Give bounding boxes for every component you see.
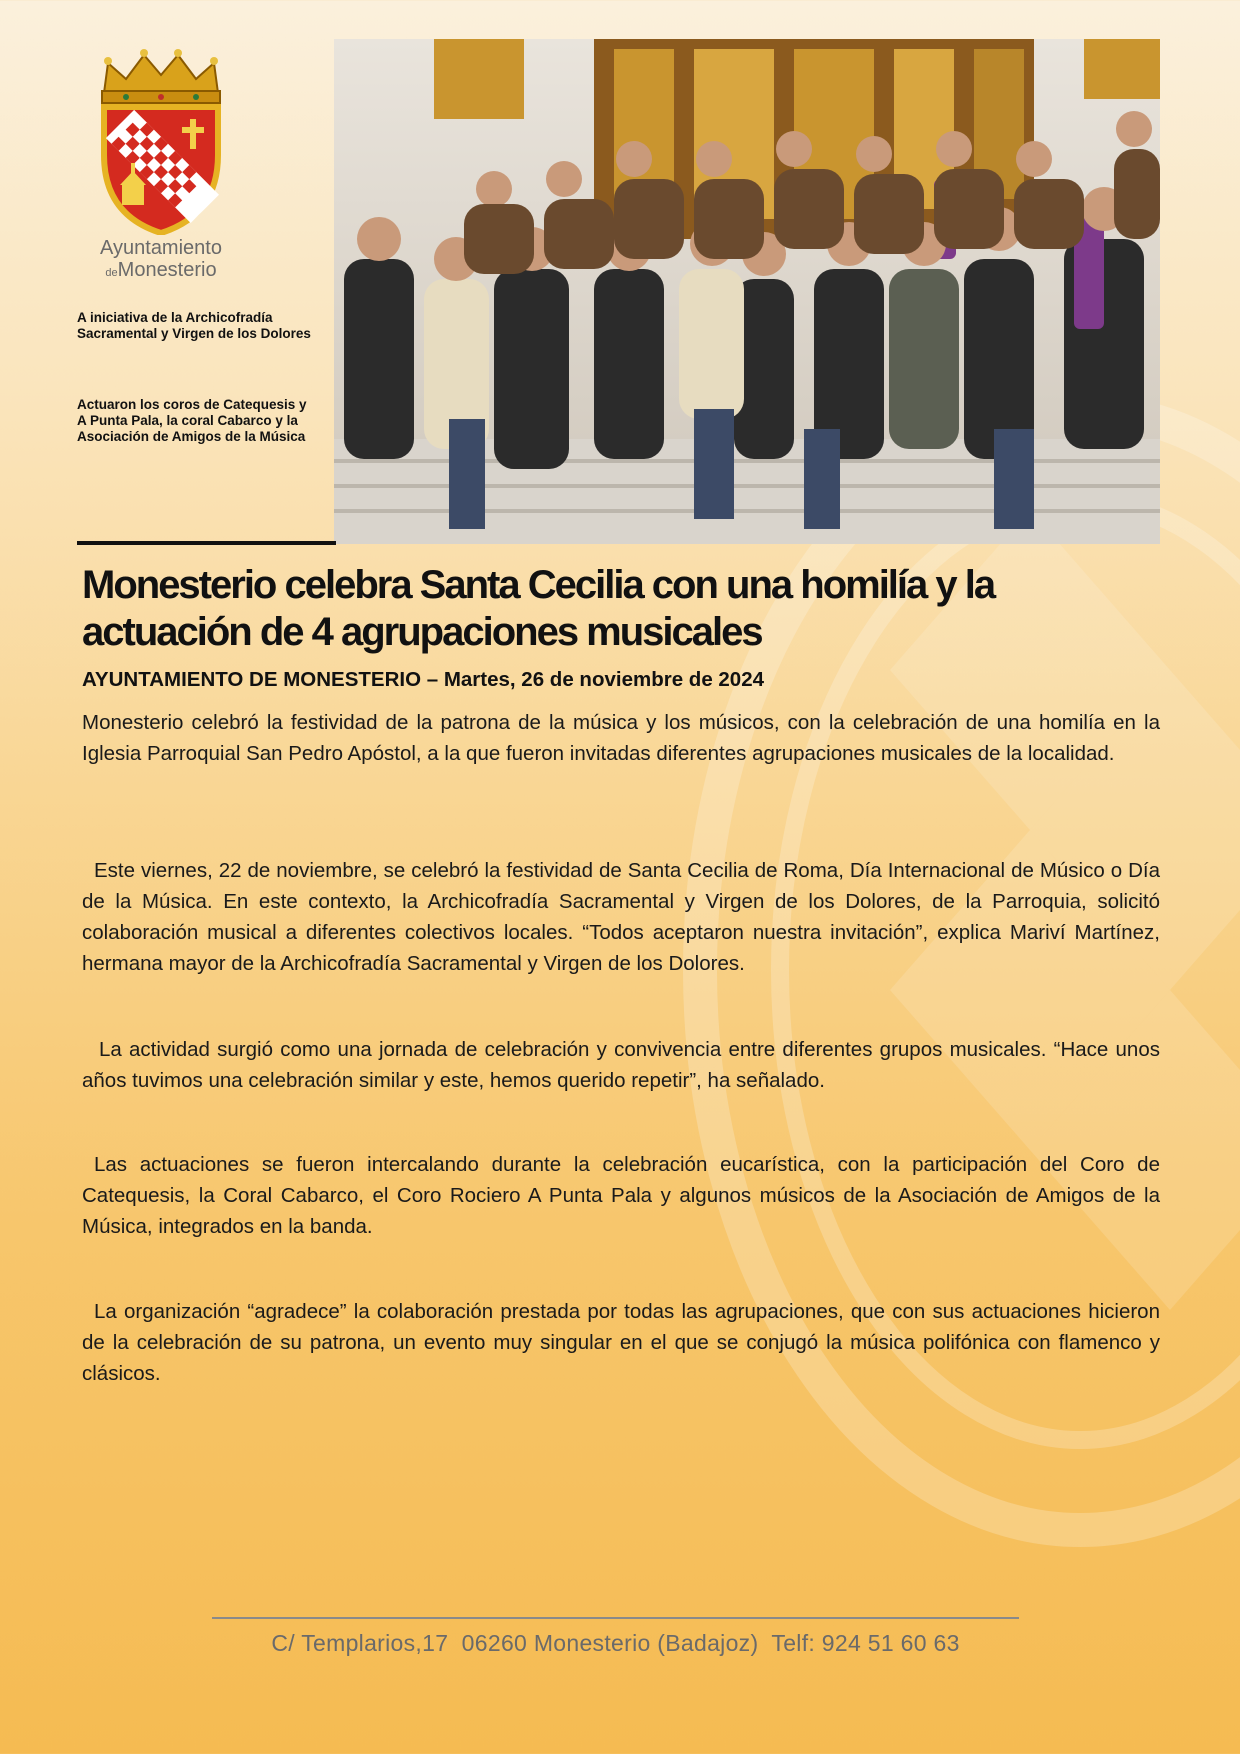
- article-paragraph-5: La organización “agradece” la colaboración prestada por todas las agrupaciones, que con sus actuaciones hicieron de la celebración de su patrona, un evento muy singular en el que se conjugó la música polifónica con flamenco y clásicos.: [82, 1300, 1160, 1385]
- group-photo: [334, 39, 1160, 544]
- article-paragraph-4: Las actuaciones se fueron intercalando durante la celebración eucarística, con la participación del Coro de Catequesis, la Coral Cabarco, el Coro Rociero A Punta Pala y algunos músicos de la Asociación de Amigos de la Música, integrados en la banda.: [82, 1153, 1160, 1238]
- article-paragraph-1: Monesterio celebró la festividad de la patrona de la música y los músicos, con la celebración de una homilía en la Iglesia Parroquial San Pedro Apóstol, a la que fueron invitadas diferentes agrupaciones musicales de la localidad.: [82, 711, 1160, 765]
- article-headline: Monesterio celebra Santa Cecilia con una homilía y la actuación de 4 agrupaciones musicales: [82, 563, 995, 654]
- sidebar-note-performers: Actuaron los coros de Catequesis y A Punta Pala, la coral Cabarco y la Asociación de Amigos de la Música: [77, 396, 307, 444]
- logo-wordmark: [76, 238, 246, 280]
- article-paragraph-2: Este viernes, 22 de noviembre, se celebró la festividad de Santa Cecilia de Roma, Día Internacional de Músico o Día de la Música. En este contexto, la Archicofradía Sacramental y Virgen de los Dolores, de la Parroquia, solicitó colaboración musical a diferentes colectivos locales. “Todos aceptaron nuestra invitación”, explica Mariví Martínez, hermana mayor de la Archicofradía Sacramental y Virgen de los Dolores.: [82, 859, 1160, 975]
- section-divider: [77, 541, 336, 545]
- coat-of-arms-logo: [86, 45, 236, 235]
- logo-line-1: Ayuntamiento: [100, 237, 222, 259]
- crown-icon: [102, 49, 220, 103]
- article-byline: AYUNTAMIENTO DE MONESTERIO – Martes, 26 de noviembre de 2024: [82, 668, 765, 691]
- logo-line-2: deMonesterio: [105, 259, 217, 281]
- sidebar-note-initiative: A iniciativa de la Archicofradía Sacramental y Virgen de los Dolores: [77, 309, 311, 341]
- footer-divider: [212, 1617, 1019, 1619]
- footer-address: C/ Templarios,17 06260 Monesterio (Badajoz) Telf: 924 51 60 63: [271, 1630, 960, 1656]
- article-paragraph-3: La actividad surgió como una jornada de celebración y convivencia entre diferentes grupos musicales. “Hace unos años tuvimos una celebración similar y este, hemos querido repetir”, ha señalado.: [82, 1038, 1160, 1092]
